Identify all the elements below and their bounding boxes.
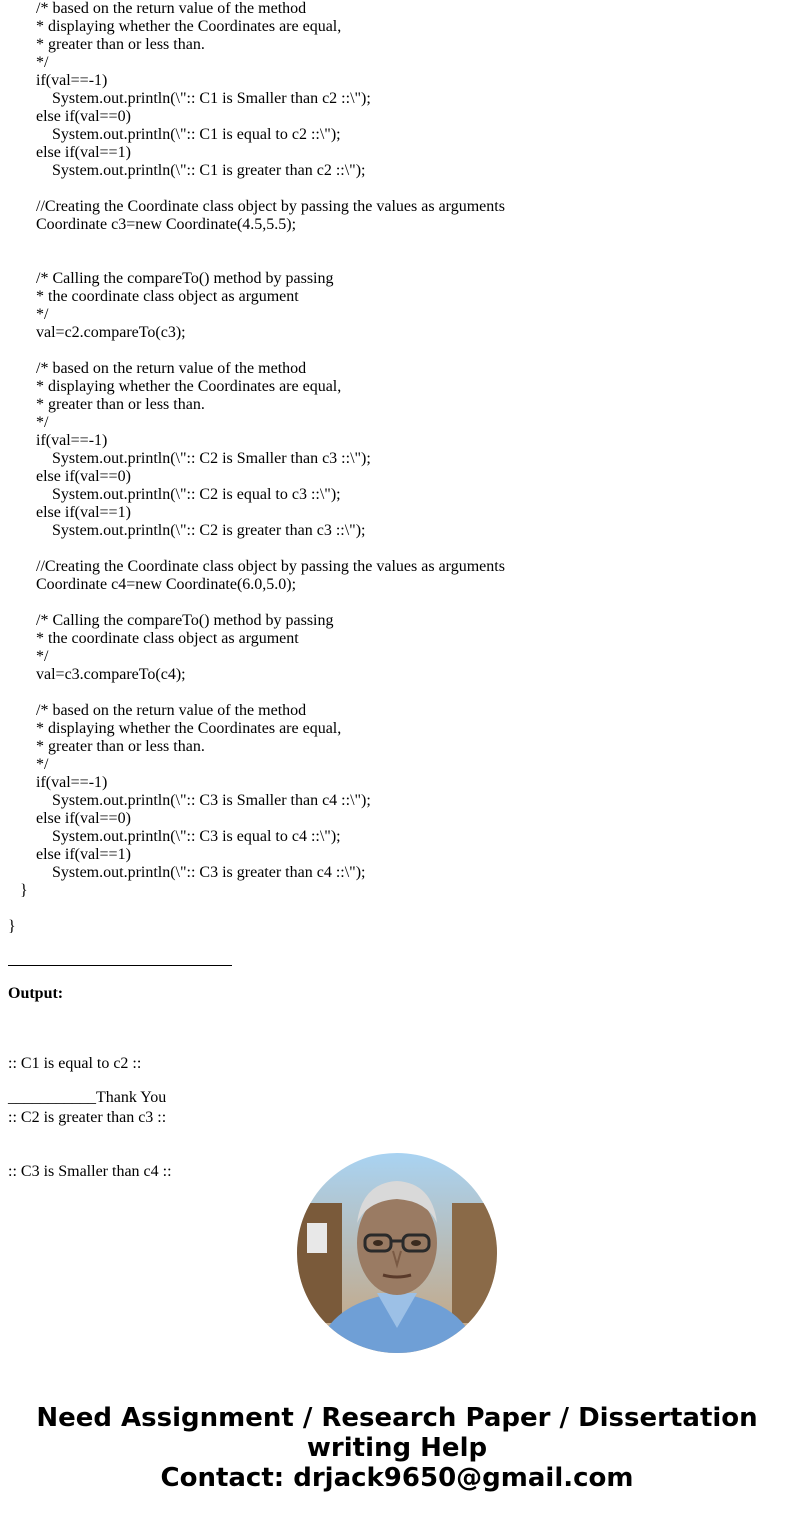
code-line: }: [8, 918, 16, 935]
code-line: System.out.println(\":: C3 is equal to c4 ::\");: [8, 828, 341, 845]
code-line: System.out.println(\":: C2 is greater than c3 ::\");: [8, 522, 366, 539]
code-line: */: [8, 756, 49, 773]
code-line: */: [8, 414, 49, 431]
code-line: else if(val==0): [8, 468, 131, 485]
output-line: :: C3 is Smaller than c4 ::: [8, 1163, 172, 1180]
code-line: val=c3.compareTo(c4);: [8, 666, 186, 683]
thank-you-text: ___________Thank You: [8, 1089, 167, 1106]
code-line: else if(val==1): [8, 504, 131, 521]
code-line: [8, 180, 505, 198]
code-line: /* Calling the compareTo() method by passing: [8, 612, 334, 629]
output-lines: [8, 1019, 172, 1199]
code-line: */: [8, 54, 49, 71]
code-line: */: [8, 306, 49, 323]
code-line: [8, 252, 505, 270]
banner-line: Need Assignment / Research Paper / Dissertation: [36, 1403, 758, 1433]
code-line: }: [8, 882, 28, 899]
code-line: System.out.println(\":: C2 is equal to c3 ::\");: [8, 486, 341, 503]
code-line: if(val==-1): [8, 432, 108, 449]
banner-line: writing Help: [306, 1433, 488, 1463]
code-line: /* based on the return value of the method: [8, 702, 307, 719]
output-heading: Output:: [8, 985, 64, 1002]
code-line: if(val==-1): [8, 774, 108, 791]
code-line: /* based on the return value of the method: [8, 0, 307, 17]
code-line: [8, 594, 505, 612]
author-photo: [297, 1153, 497, 1353]
output-line: :: C1 is equal to c2 ::: [8, 1055, 142, 1072]
code-line: * the coordinate class object as argument: [8, 630, 299, 647]
code-line: System.out.println(\":: C3 is greater than c4 ::\");: [8, 864, 366, 881]
code-line: System.out.println(\":: C3 is Smaller than c4 ::\");: [8, 792, 371, 809]
code-line: System.out.println(\":: C1 is greater than c2 ::\");: [8, 162, 366, 179]
divider: [8, 965, 232, 966]
code-line: System.out.println(\":: C2 is Smaller than c3 ::\");: [8, 450, 371, 467]
code-line: else if(val==0): [8, 810, 131, 827]
code-line: */: [8, 648, 49, 665]
code-line: else if(val==0): [8, 108, 131, 125]
code-line: * displaying whether the Coordinates are equal,: [8, 18, 342, 35]
code-line: //Creating the Coordinate class object by passing the values as arguments: [8, 558, 505, 575]
code-line: [8, 540, 505, 558]
output-line: :: C2 is greater than c3 ::: [8, 1109, 167, 1126]
code-line: [8, 342, 505, 360]
contact-banner: [0, 1403, 794, 1493]
code-line: [8, 234, 505, 252]
code-line: * greater than or less than.: [8, 36, 205, 53]
code-line: /* Calling the compareTo() method by passing: [8, 270, 334, 287]
code-line: System.out.println(\":: C1 is equal to c2 ::\");: [8, 126, 341, 143]
code-line: System.out.println(\":: C1 is Smaller than c2 ::\");: [8, 90, 371, 107]
code-line: [8, 684, 505, 702]
code-line: /* based on the return value of the method: [8, 360, 307, 377]
code-line: //Creating the Coordinate class object by passing the values as arguments: [8, 198, 505, 215]
code-line: else if(val==1): [8, 846, 131, 863]
code-line: * the coordinate class object as argument: [8, 288, 299, 305]
code-line: else if(val==1): [8, 144, 131, 161]
code-line: Coordinate c4=new Coordinate(6.0,5.0);: [8, 576, 297, 593]
code-line: Coordinate c3=new Coordinate(4.5,5.5);: [8, 216, 297, 233]
code-line: * displaying whether the Coordinates are equal,: [8, 378, 342, 395]
code-line: [8, 900, 505, 918]
code-line: if(val==-1): [8, 72, 108, 89]
code-listing: [8, 0, 505, 936]
code-line: val=c2.compareTo(c3);: [8, 324, 186, 341]
author-avatar: [297, 1153, 497, 1353]
banner-contact-line: Contact: drjack9650@gmail.com: [160, 1463, 634, 1493]
code-line: * greater than or less than.: [8, 738, 205, 755]
code-line: * greater than or less than.: [8, 396, 205, 413]
code-line: * displaying whether the Coordinates are equal,: [8, 720, 342, 737]
